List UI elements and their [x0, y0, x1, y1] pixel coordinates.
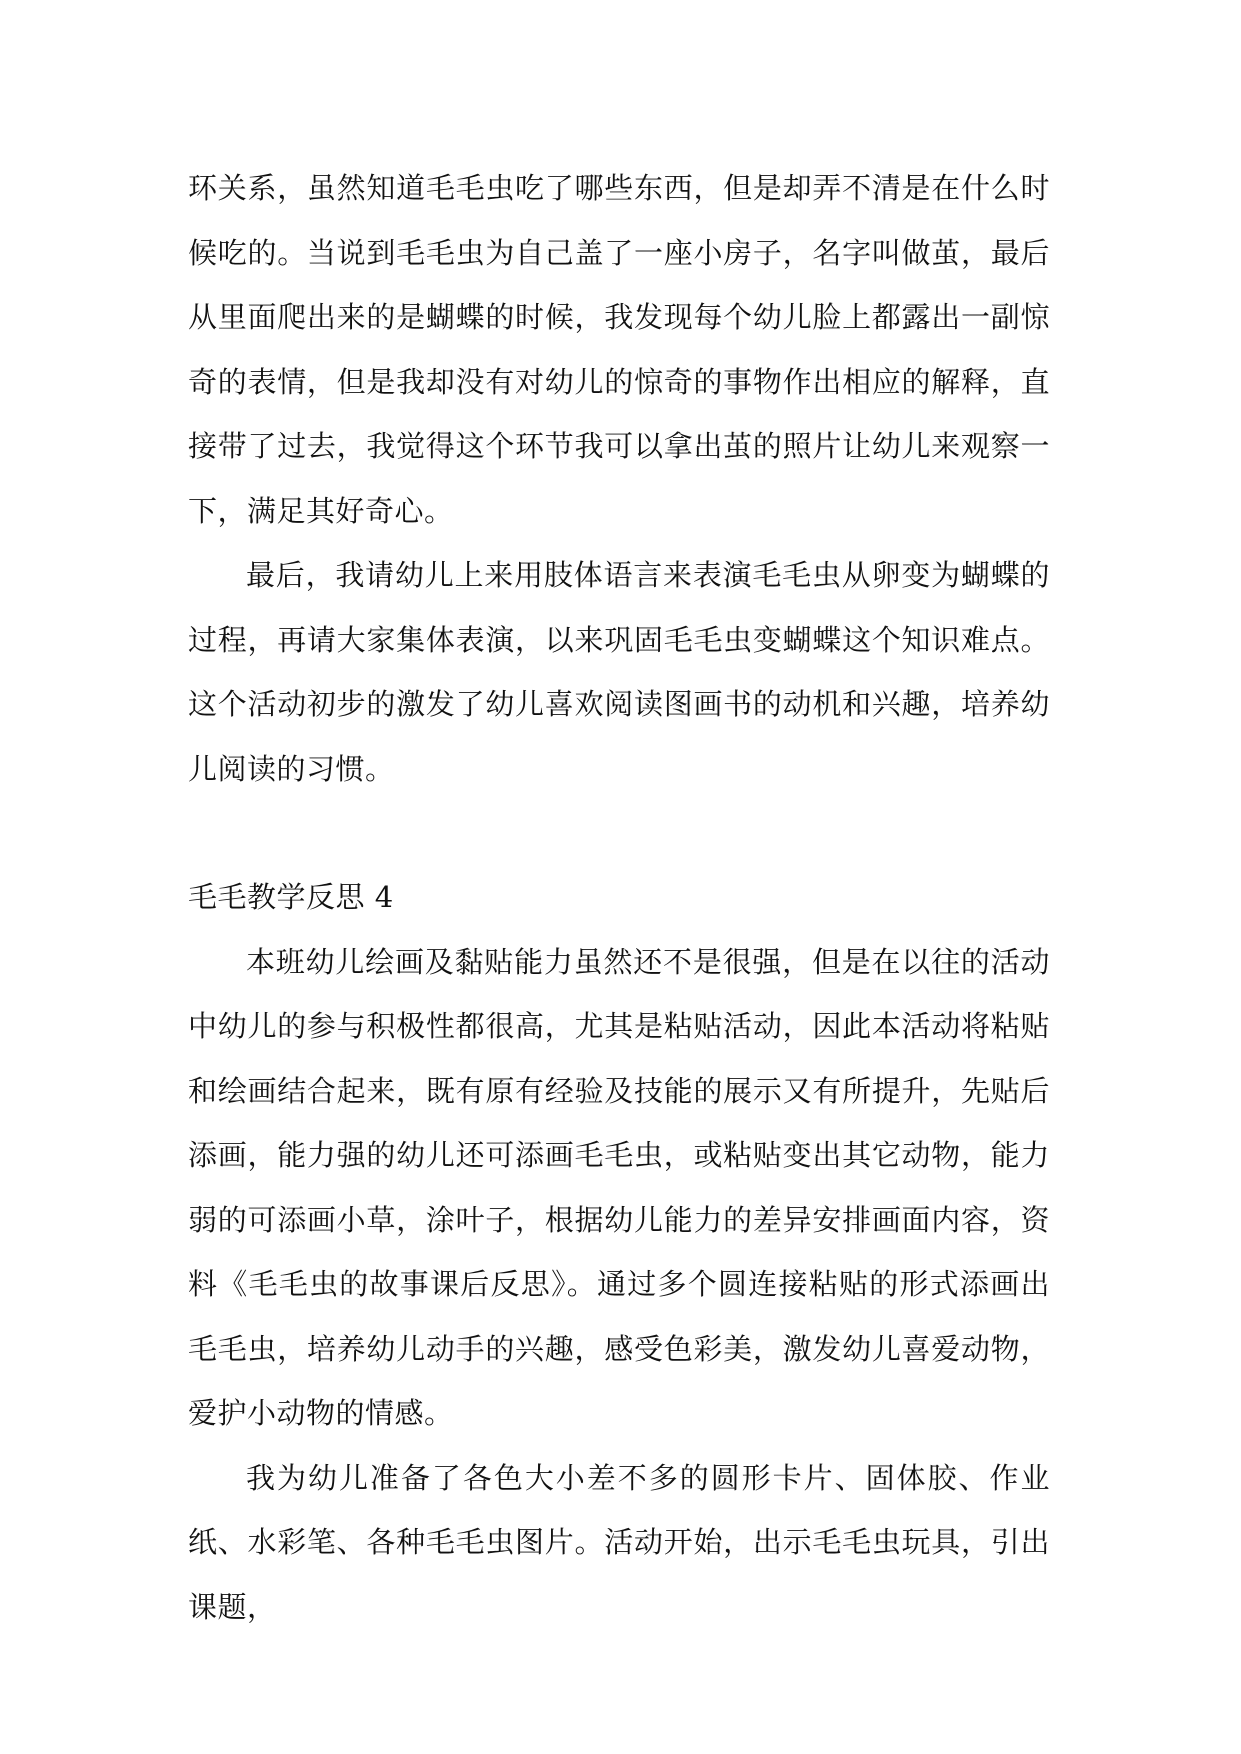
paragraph-continued: 环关系，虽然知道毛毛虫吃了哪些东西，但是却弄不清是在什么时候吃的。当说到毛毛虫为自己盖了一座小房子，名字叫做茧，最后从里面爬出来的是蝴蝶的时候，我发现每个幼儿脸上都露出一副惊奇的表情，但是我却没有对幼儿的惊奇的事物作出相应的解释，直接带了过去，我觉得这个环节我可以拿出茧的照片让幼儿来观察一下，满足其好奇心。: [188, 171, 1050, 528]
paragraph: 本班幼儿绘画及黏贴能力虽然还不是很强，但是在以往的活动中幼儿的参与积极性都很高，尤其是粘贴活动，因此本活动将粘贴和绘画结合起来，既有原有经验及技能的展示又有所提升，先贴后添画，能力强的幼儿还可添画毛毛虫，或粘贴变出其它动物，能力弱的可添画小草，涂叶子，根据幼儿能力的差异安排画面内容，资料《毛毛虫的故事课后反思》。通过多个圆连接粘贴的形式添画出毛毛虫，培养幼儿动手的兴趣，感受色彩美，激发幼儿喜爱动物，爱护小动物的情感。: [188, 944, 1050, 1430]
section-heading: 毛毛教学反思 4: [188, 880, 394, 914]
paragraph: 最后，我请幼儿上来用肢体语言来表演毛毛虫从卵变为蝴蝶的过程，再请大家集体表演，以来巩固毛毛虫变蝴蝶这个知识难点。这个活动初步的激发了幼儿喜欢阅读图画书的动机和兴趣，培养幼儿阅读的习惯。: [188, 558, 1050, 786]
paragraph: 我为幼儿准备了各色大小差不多的圆形卡片、固体胶、作业纸、水彩笔、各种毛毛虫图片。活动开始，出示毛毛虫玩具，引出课题，: [188, 1460, 1050, 1624]
document-body: [188, 156, 1050, 1639]
